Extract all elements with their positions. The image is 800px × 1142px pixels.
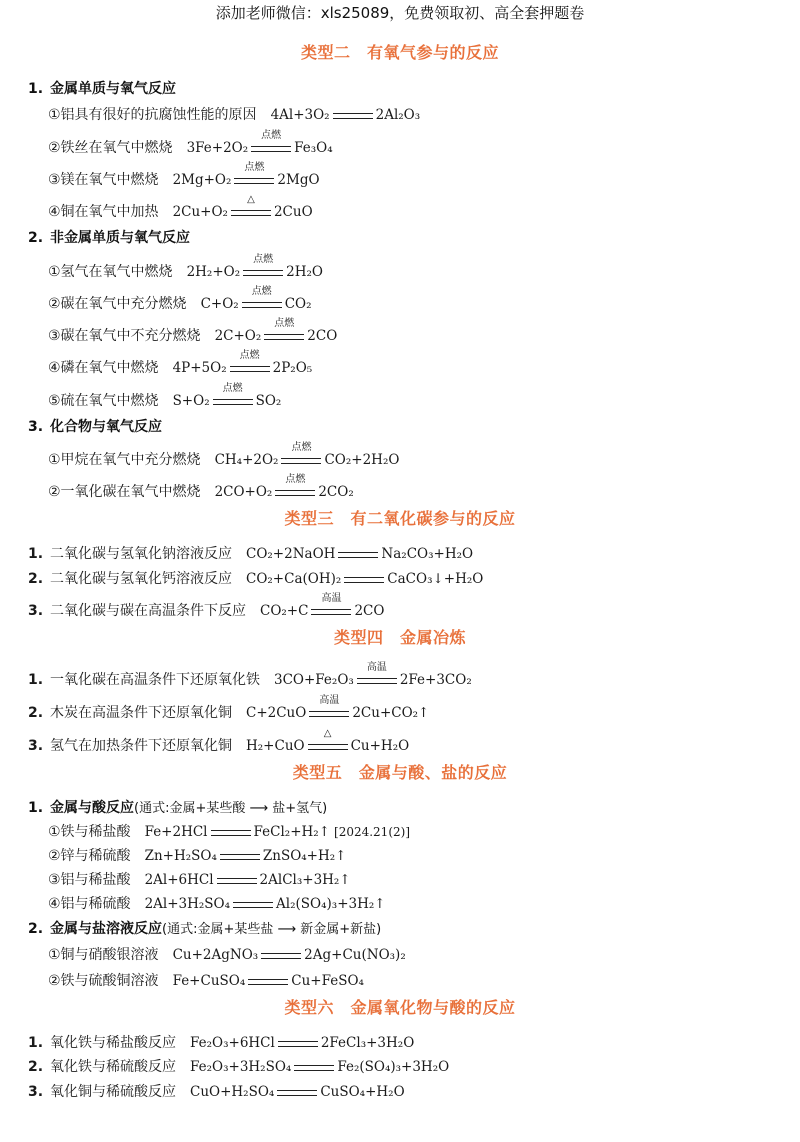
eq-rhs: Fe₃O₄ — [294, 140, 333, 156]
reaction-label: 氢气在加热条件下还原氧化铜 — [50, 738, 232, 754]
eq-rhs: FeCl₂+H₂↑ — [253, 824, 331, 840]
reaction-label: ④铜在氧气中加热 — [48, 204, 159, 220]
section-head: 金属与盐溶液反应 — [50, 921, 162, 937]
equation-line — [28, 694, 430, 722]
eq-rhs: 2CuO — [273, 204, 313, 220]
eq-lhs: H₂+CuO — [246, 738, 305, 754]
reaction-label: ②一氧化碳在氧气中燃烧 — [48, 484, 201, 500]
equation — [274, 661, 472, 688]
eq-lhs: Fe+2HCl — [144, 824, 208, 840]
condition-arrow — [281, 441, 321, 464]
eq-lhs: 2C+O₂ — [214, 328, 262, 344]
eq-lhs: 2Cu+O₂ — [172, 204, 228, 220]
section-head: 金属与酸反应 — [50, 800, 134, 816]
equation-line — [48, 253, 323, 281]
reaction-label: ③镁在氧气中燃烧 — [48, 172, 159, 188]
reaction-label: ⑤硫在氧气中燃烧 — [48, 393, 159, 409]
equation-line — [48, 285, 312, 313]
reaction-label: ④磷在氧气中燃烧 — [48, 360, 159, 376]
eq-rhs: 2H₂O — [286, 264, 323, 280]
condition-arrow — [242, 285, 282, 308]
section-number: 2. — [28, 921, 44, 937]
equation — [190, 1059, 449, 1075]
type-3-title: 类型三 有二氧化碳参与的反应 — [284, 509, 516, 528]
equals-sign — [261, 953, 301, 959]
eq-lhs: 3CO+Fe₂O₃ — [274, 672, 354, 688]
eq-rhs: ZnSO₄+H₂↑ — [262, 848, 347, 864]
eq-rhs: 2CO — [354, 603, 385, 619]
equation — [214, 441, 400, 468]
equation-line — [28, 1056, 449, 1076]
section-heading — [28, 227, 190, 247]
eq-lhs: CuO+H₂SO₄ — [190, 1084, 275, 1100]
equation — [145, 824, 410, 840]
condition-arrow — [275, 473, 315, 496]
eq-rhs: CO₂ — [284, 296, 312, 312]
eq-lhs: Zn+H₂SO₄ — [144, 848, 217, 864]
item-number: 1. — [28, 546, 44, 562]
item-number: 2. — [28, 1059, 44, 1075]
eq-lhs: 4Al+3O₂ — [270, 107, 330, 123]
equals-sign — [277, 1090, 317, 1096]
item-number: 2. — [28, 571, 44, 587]
reaction-label: ②锌与稀硫酸 — [48, 848, 131, 864]
equation-line — [48, 893, 386, 913]
type-2-title: 类型二 有氧气参与的反应 — [300, 43, 499, 62]
equation — [186, 129, 333, 156]
equation-line — [48, 349, 313, 377]
equation-line — [28, 727, 410, 755]
equation-line — [48, 193, 313, 221]
item-number: 1. — [28, 1035, 44, 1051]
reaction-label: ②碳在氧气中充分燃烧 — [48, 296, 187, 312]
reaction-label: 氧化铁与稀盐酸反应 — [50, 1035, 176, 1051]
item-number: 3. — [28, 738, 44, 754]
eq-rhs: 2MgO — [277, 172, 320, 188]
equation-line — [48, 129, 333, 157]
equals-sign — [217, 878, 257, 884]
equation-line — [48, 382, 282, 410]
reaction-label: ①铝具有很好的抗腐蚀性能的原因 — [48, 107, 257, 123]
condition-text: 点燃 — [291, 441, 312, 453]
item-number: 2. — [28, 705, 44, 721]
eq-lhs: Fe₂O₃+6HCl — [190, 1035, 275, 1051]
eq-rhs: 2AlCl₃+3H₂↑ — [259, 872, 351, 888]
equation — [246, 571, 483, 587]
condition-text: 高温 — [321, 592, 342, 604]
reaction-label: 二氧化碳与碳在高温条件下反应 — [50, 603, 246, 619]
eq-rhs: 2FeCl₃+3H₂O — [320, 1035, 415, 1051]
equals-sign — [211, 830, 251, 836]
equation-line — [28, 543, 473, 563]
eq-rhs: Cu+FeSO₄ — [291, 973, 364, 989]
eq-lhs: 2Al+6HCl — [144, 872, 214, 888]
condition-arrow — [230, 349, 270, 372]
condition-text: 高温 — [319, 694, 340, 706]
equation — [260, 592, 385, 619]
eq-lhs: CO₂+C — [260, 603, 309, 619]
condition-arrow — [308, 727, 348, 750]
header-banner: 添加老师微信：xls25089，免费领取初、高全套押题卷 — [215, 4, 585, 22]
condition-arrow — [243, 253, 283, 276]
equation — [200, 285, 312, 312]
section-head: 化合物与氧气反应 — [50, 419, 162, 435]
eq-rhs: CuSO₄+H₂O — [320, 1084, 405, 1100]
equals-sign — [278, 1041, 318, 1047]
equation — [145, 848, 347, 864]
eq-lhs: S+O₂ — [172, 393, 210, 409]
condition-arrow — [311, 592, 351, 615]
equation-line — [48, 317, 338, 345]
equation-line — [48, 441, 400, 469]
section-head: 非金属单质与氧气反应 — [50, 230, 190, 246]
equation-line — [48, 473, 354, 501]
condition-text: 点燃 — [244, 161, 265, 173]
section-number: 3. — [28, 419, 44, 435]
condition-arrow — [357, 661, 397, 684]
eq-lhs: 2H₂+O₂ — [186, 264, 241, 280]
section-heading — [28, 416, 162, 436]
condition-text: 点燃 — [285, 473, 306, 485]
eq-lhs: C+2CuO — [246, 705, 307, 721]
equation-line — [48, 944, 406, 964]
reaction-label: ①氢气在氧气中燃烧 — [48, 264, 173, 280]
equation-line — [48, 845, 347, 865]
equation — [173, 973, 364, 989]
equals-sign — [338, 552, 378, 558]
equation — [172, 382, 282, 409]
equals-sign — [220, 854, 260, 860]
equation — [271, 107, 421, 123]
reaction-label: ①铁与稀盐酸 — [48, 824, 131, 840]
condition-text: 高温 — [366, 661, 387, 673]
reaction-label: ③铝与稀盐酸 — [48, 872, 131, 888]
eq-rhs: Al₂(SO₄)₃+3H₂↑ — [276, 896, 386, 912]
eq-lhs: Fe₂O₃+3H₂SO₄ — [190, 1059, 292, 1075]
eq-rhs: SO₂ — [255, 393, 282, 409]
reaction-label: ①铜与硝酸银溶液 — [48, 947, 159, 963]
eq-lhs: CO₂+Ca(OH)₂ — [246, 571, 342, 587]
eq-rhs: Na₂CO₃+H₂O — [381, 546, 474, 562]
eq-lhs: 2CO+O₂ — [214, 484, 273, 500]
section-heading — [28, 797, 327, 817]
equation — [172, 193, 313, 220]
section-heading — [28, 918, 381, 938]
reaction-label: 二氧化碳与氢氧化钠溶液反应 — [50, 546, 232, 562]
equation — [190, 1084, 405, 1100]
eq-rhs: CO₂+2H₂O — [324, 452, 400, 468]
equation — [145, 896, 386, 912]
eq-rhs: 2Cu+CO₂↑ — [352, 705, 430, 721]
equals-sign — [233, 902, 273, 908]
condition-text: △ — [247, 193, 255, 205]
reaction-label: ④铝与稀硫酸 — [48, 896, 131, 912]
eq-lhs: 4P+5O₂ — [172, 360, 227, 376]
reaction-label: 氧化铁与稀硫酸反应 — [50, 1059, 176, 1075]
item-number: 3. — [28, 1084, 44, 1100]
condition-text: 点燃 — [239, 349, 260, 361]
equation — [214, 317, 338, 344]
exam-reference: [2024.21(2)] — [334, 825, 410, 839]
equation-line — [48, 821, 410, 841]
equation-line — [48, 104, 420, 124]
equation-line — [28, 568, 483, 588]
section-note: (通式:金属+某些盐 ⟶ 新金属+新盐) — [162, 922, 382, 937]
reaction-label: 二氧化碳与氢氧化钙溶液反应 — [50, 571, 232, 587]
equals-sign — [294, 1065, 334, 1071]
equals-sign — [248, 979, 288, 985]
equation-line — [48, 161, 320, 189]
reaction-label: ①甲烷在氧气中充分燃烧 — [48, 452, 201, 468]
condition-text: 点燃 — [274, 317, 295, 329]
equation — [172, 349, 313, 376]
section-heading — [28, 78, 176, 98]
eq-lhs: C+O₂ — [200, 296, 239, 312]
item-number: 1. — [28, 672, 44, 688]
eq-rhs: 2Al₂O₃ — [375, 107, 421, 123]
condition-text: 点燃 — [253, 253, 274, 265]
equals-sign — [333, 113, 373, 119]
equation-line — [28, 1081, 405, 1101]
type-4-title: 类型四 金属冶炼 — [333, 628, 466, 647]
eq-rhs: 2CO — [307, 328, 338, 344]
equation-line — [28, 661, 472, 689]
equation — [172, 161, 320, 188]
eq-lhs: Fe+CuSO₄ — [172, 973, 246, 989]
equation — [186, 253, 323, 280]
eq-rhs: Fe₂(SO₄)₃+3H₂O — [337, 1059, 450, 1075]
equation-line — [28, 1032, 414, 1052]
equation — [173, 947, 406, 963]
equation — [190, 1035, 414, 1051]
eq-lhs: CO₂+2NaOH — [246, 546, 336, 562]
equation — [214, 473, 354, 500]
condition-arrow — [234, 161, 274, 184]
type-6-title: 类型六 金属氧化物与酸的反应 — [284, 998, 516, 1017]
type-5-title: 类型五 金属与酸、盐的反应 — [292, 763, 508, 782]
eq-rhs: Cu+H₂O — [350, 738, 410, 754]
section-number: 1. — [28, 81, 44, 97]
item-number: 3. — [28, 603, 44, 619]
condition-arrow — [213, 382, 253, 405]
condition-text: 点燃 — [251, 285, 272, 297]
reaction-label: 氧化铜与稀硫酸反应 — [50, 1084, 176, 1100]
equation-line — [28, 592, 385, 620]
condition-arrow — [251, 129, 291, 152]
eq-rhs: 2Fe+3CO₂ — [399, 672, 472, 688]
eq-rhs: CaCO₃↓+H₂O — [387, 571, 484, 587]
eq-lhs: Cu+2AgNO₃ — [172, 947, 259, 963]
eq-lhs: CH₄+2O₂ — [214, 452, 279, 468]
equation — [145, 872, 351, 888]
condition-arrow — [231, 193, 271, 216]
eq-lhs: 2Al+3H₂SO₄ — [144, 896, 231, 912]
eq-rhs: 2P₂O₅ — [272, 360, 313, 376]
eq-lhs: 3Fe+2O₂ — [186, 140, 249, 156]
section-note: (通式:金属+某些酸 ⟶ 盐+氢气) — [134, 801, 328, 816]
condition-text: 点燃 — [222, 382, 243, 394]
section-number: 2. — [28, 230, 44, 246]
reaction-label: 一氧化碳在高温条件下还原氧化铁 — [50, 672, 260, 688]
reaction-label: 木炭在高温条件下还原氧化铜 — [50, 705, 232, 721]
equation-line — [48, 869, 351, 889]
section-head: 金属单质与氧气反应 — [50, 81, 176, 97]
reaction-label: ③碳在氧气中不充分燃烧 — [48, 328, 201, 344]
eq-rhs: 2CO₂ — [318, 484, 354, 500]
condition-text: △ — [323, 727, 332, 739]
equation — [246, 546, 473, 562]
reaction-label: ②铁与硫酸铜溶液 — [48, 973, 159, 989]
section-number: 1. — [28, 800, 44, 816]
equals-sign — [344, 577, 384, 583]
equation — [246, 727, 410, 754]
eq-rhs: 2Ag+Cu(NO₃)₂ — [304, 947, 406, 963]
eq-lhs: 2Mg+O₂ — [172, 172, 232, 188]
condition-arrow — [264, 317, 304, 340]
condition-text: 点燃 — [261, 129, 282, 141]
reaction-label: ②铁丝在氧气中燃烧 — [48, 140, 173, 156]
condition-arrow — [309, 694, 349, 717]
page-bottom-edge — [0, 1128, 800, 1142]
equation-line — [48, 970, 364, 990]
equation — [246, 694, 430, 721]
